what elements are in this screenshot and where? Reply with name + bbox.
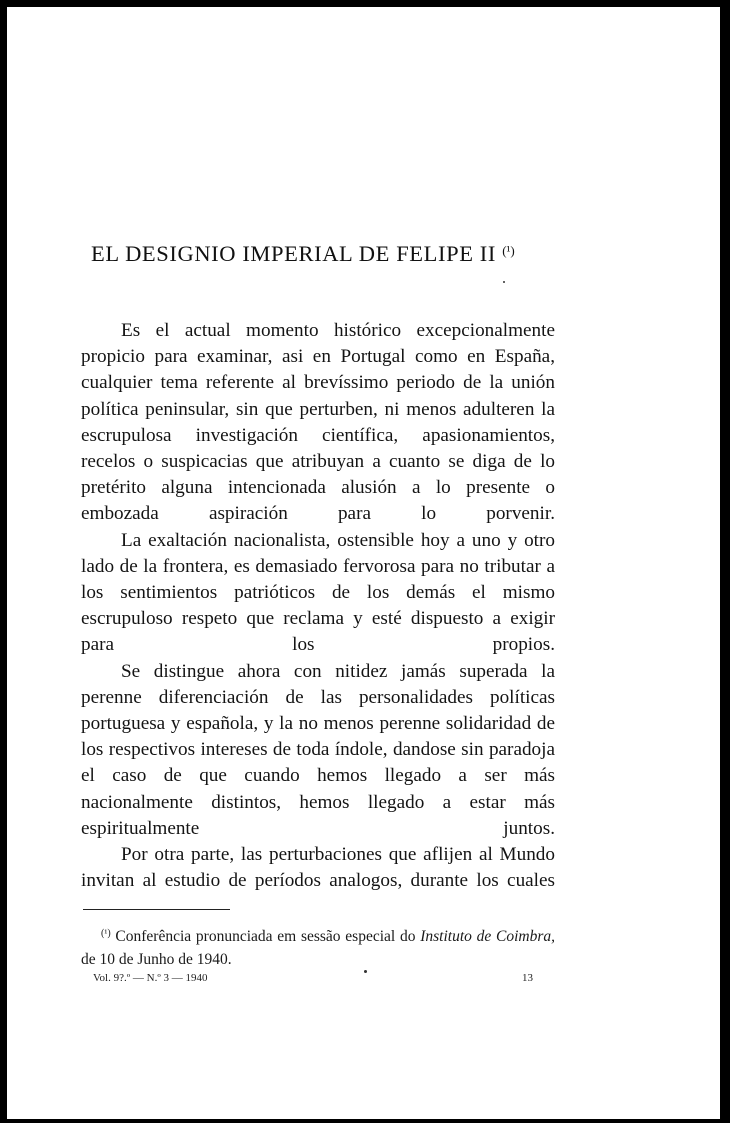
footnote-divider — [83, 909, 230, 910]
article-title-text: EL DESIGNIO IMPERIAL DE FELIPE II — [91, 241, 496, 266]
paragraph-1: Es el actual momento histórico excepcionalmente propicio para examinar, asi en Portugal como en España, cualquier tema referente al brevíssimo periodo de la unión política peninsular, sin que perturben, ni menos adulteren la escrupulosa investigación científica, apasionamientos, recelos o suspicacias que atribuyan a cuanto se diga de lo pretérito alguna intencionada alusión a lo presente o embozada aspiración para lo porvenir. — [81, 320, 555, 525]
footnote-reference[interactable]: (¹) — [502, 243, 515, 258]
footnote-text-before: Conferência pronunciada em sessão especial do — [115, 928, 416, 945]
article-title — [91, 241, 515, 267]
footnote-text-after: de 10 de Junho de 1940. — [81, 951, 232, 968]
print-speck — [364, 970, 367, 973]
paragraph-2: La exaltación nacionalista, ostensible hoy a uno y otro lado de la frontera, es demasiado fervorosa para no tributar a los sentimientos patrióticos de los demás el mismo escrupuloso respeto que reclama y esté dispuesto a exigir para los propios. — [81, 529, 555, 656]
volume-signature: Vol. 9?.º — N.º 3 — 1940 — [93, 972, 208, 984]
page — [7, 7, 720, 1119]
paragraph-4: Por otra parte, las perturbaciones que aflijen al Mundo invitan al estudio de períodos analogos, durante los cuales — [81, 844, 555, 892]
footnote-marker: (¹) — [101, 928, 111, 939]
article-body — [81, 318, 555, 894]
print-speck — [503, 281, 505, 283]
footnote — [81, 922, 555, 971]
footnote-institution: Instituto de Coimbra, — [420, 928, 555, 945]
page-number: 13 — [522, 972, 533, 984]
paragraph-3: Se distingue ahora con nitidez jamás superada la perenne diferenciación de las personalidades políticas portuguesa y española, y la no menos perenne solidaridad de los respectivos intereses de toda índole, dandose sin paradoja el caso de que cuando hemos llegado a ser más nacionalmente distintos, hemos llegado a estar más espiritualmente juntos. — [81, 660, 555, 839]
